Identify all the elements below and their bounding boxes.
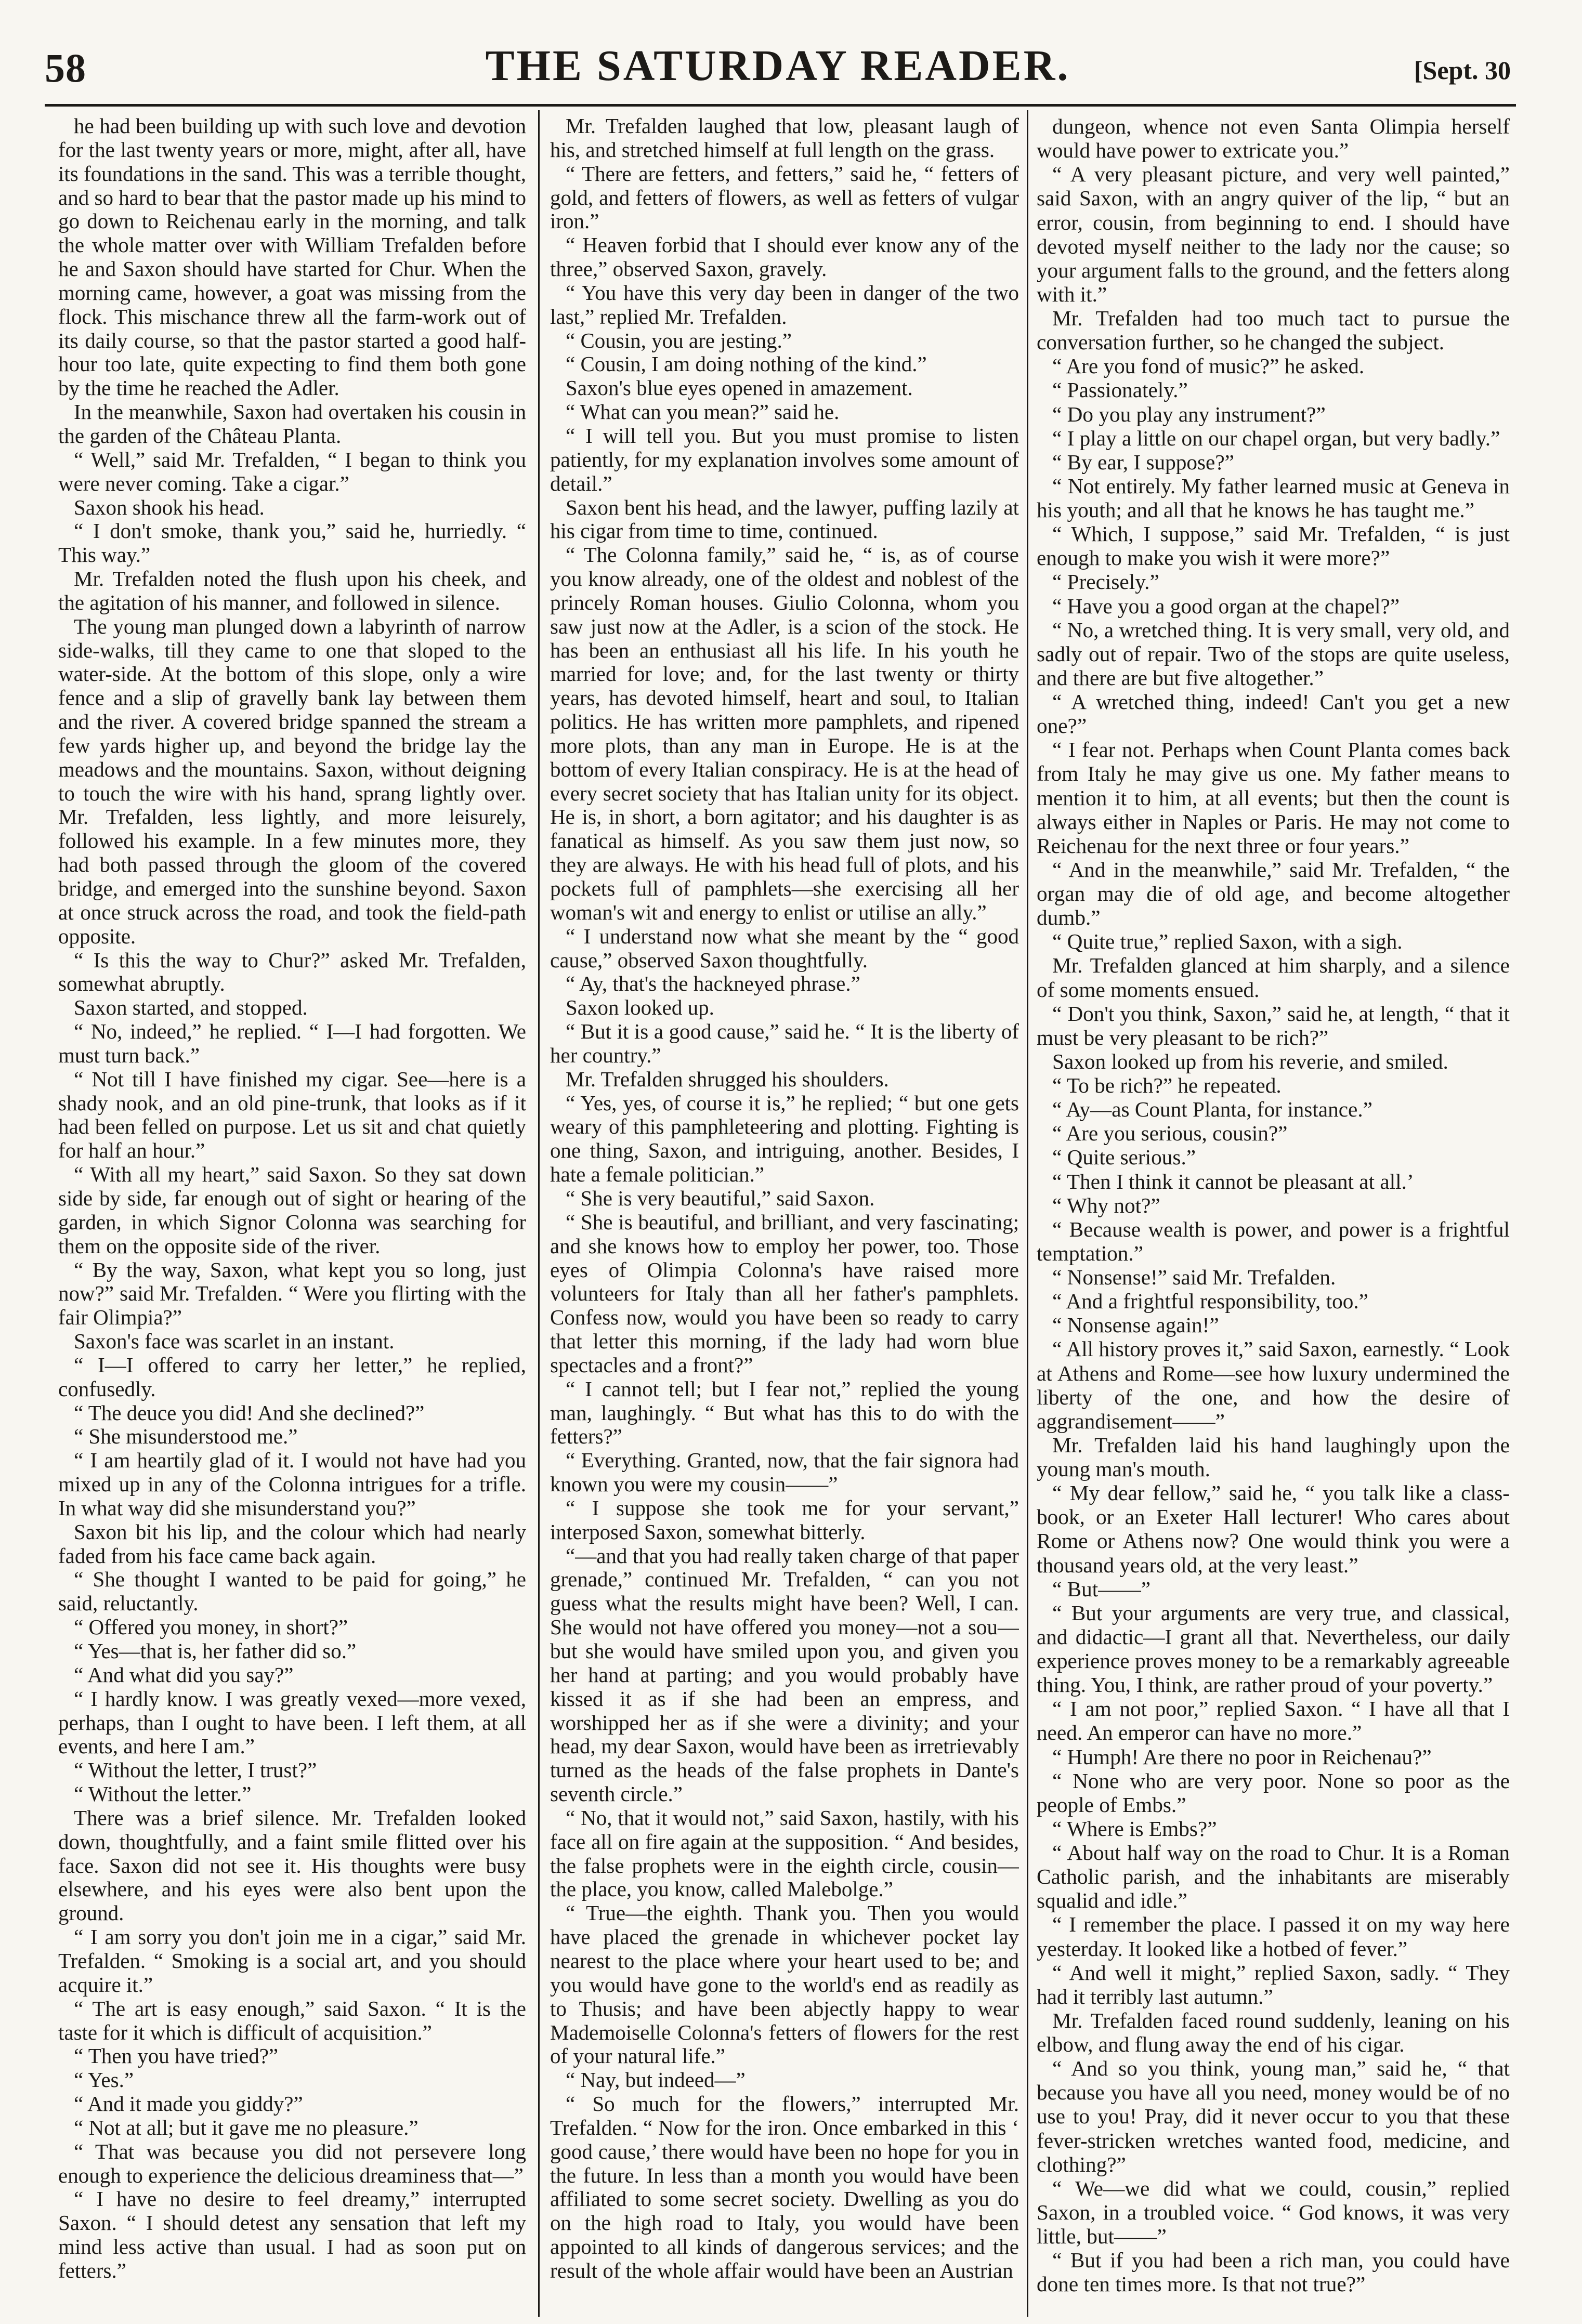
paragraph: “ I play a little on our chapel organ, but very badly.”	[1052, 426, 1500, 450]
paragraph: “ Not entirely. My father learned music at Geneva in his youth; and all that he knows he has taught me.”	[1037, 474, 1510, 522]
paragraph: Mr. Trefalden laid his hand laughingly upon the young man's mouth.	[1037, 1433, 1510, 1481]
page-number: 58	[45, 45, 86, 90]
paragraph: “ And a frightful responsibility, too.”	[1052, 1289, 1368, 1314]
paragraph: “ I fear not. Perhaps when Count Planta comes back from Italy he may give us one. My father means to mention it to him, at all events; but then the count is always either in Naples or Paris. He may not come to Reichenau for the next three or four years.”	[1037, 738, 1510, 858]
column-divider	[1027, 110, 1028, 2317]
paragraph: “ But——”	[1052, 1577, 1151, 1601]
paragraph: “ Precisely.”	[1052, 570, 1159, 594]
paragraph: Saxon's blue eyes opened in amazement.	[566, 376, 913, 400]
paragraph: Saxon started, and stopped.	[74, 995, 308, 1020]
paragraph: “ Is this the way to Chur?” asked Mr. Trefalden, somewhat abruptly.	[58, 948, 526, 996]
masthead-title: THE SATURDAY READER.	[485, 42, 1070, 90]
paragraph: “ Ay, that's the hackneyed phrase.”	[566, 971, 860, 996]
paragraph: “ I understand now what she meant by the “ good cause,” observed Saxon thoughtfully.	[550, 924, 1019, 972]
paragraph: “ Passionately.”	[1052, 378, 1188, 402]
paragraph: “ Heaven forbid that I should ever know any of the three,” observed Saxon, gravely.	[550, 233, 1019, 281]
paragraph: “ No, indeed,” he replied. “ I—I had forgotten. We must turn back.”	[58, 1019, 526, 1067]
page-header	[45, 41, 1511, 103]
text-column-3	[1037, 114, 1510, 2316]
paragraph: dungeon, whence not even Santa Olimpia herself would have power to extricate you.”	[1037, 114, 1510, 163]
paragraph: “ No, that it would not,” said Saxon, hastily, with his face all on fire again at the supposition. “ And besides, the false prophets were in the eighth circle, cousin—the place, you know, called Malebolge.”	[550, 1805, 1019, 1901]
paragraph: “ Nay, but indeed—”	[566, 2068, 746, 2092]
paragraph: “ Well,” said Mr. Trefalden, “ I began to think you were never coming. Take a cigar.”	[58, 447, 526, 495]
paragraph: “ Have you a good organ at the chapel?”	[1052, 594, 1400, 618]
paragraph: “ With all my heart,” said Saxon. So they sat down side by side, far enough out of sight or hearing of the garden, in which Signor Colonna was searching for them on the opposite side of the river.	[58, 1162, 526, 1258]
paragraph: “ I cannot tell; but I fear not,” replied the young man, laughingly. “ But what has this to do with the fetters?”	[550, 1376, 1019, 1449]
paragraph: “ I am sorry you don't join me in a cigar,” said Mr. Trefalden. “ Smoking is a social art, and you should acquire it.”	[58, 1925, 526, 1997]
paragraph: “ Then you have tried?”	[74, 2044, 279, 2068]
paragraph: “ But it is a good cause,” said he. “ It is the liberty of her country.”	[550, 1019, 1019, 1067]
paragraph: “ But if you had been a rich man, you could have done ten times more. Is that not true?”	[1037, 2248, 1510, 2296]
paragraph: “ Cousin, you are jesting.”	[566, 328, 792, 352]
paragraph: “ True—the eighth. Thank you. Then you would have placed the grenade in whichever pocket lay nearest to the place where your heart used to be; and you would have gone to the world's end as readily as to Thusis; and have been abjectly happy to wear Mademoiselle Colonna's fetters of flowers for the rest of your natural life.”	[550, 1901, 1019, 2068]
paragraph: Mr. Trefalden glanced at him sharply, and a silence of some moments ensued.	[1037, 953, 1510, 1002]
paragraph: Saxon bent his head, and the lawyer, puffing lazily at his cigar from time to time, continued.	[550, 495, 1019, 543]
paragraph: “ Are you fond of music?” he asked.	[1052, 354, 1365, 378]
paragraph: “ Do you play any instrument?”	[1052, 402, 1326, 426]
paragraph: “ What can you mean?” said he.	[566, 400, 840, 424]
paragraph: “ No, a wretched thing. It is very small, very old, and sadly out of repair. Two of the stops are quite useless, and there are but five altogether.”	[1037, 618, 1510, 690]
paragraph: “ Everything. Granted, now, that the fair signora had known you were my cousin——”	[550, 1448, 1019, 1496]
paragraph: “ We—we did what we could, cousin,” replied Saxon, in a troubled voice. “ God knows, it was very little, but——”	[1037, 2176, 1510, 2248]
paragraph: Mr. Trefalden laughed that low, pleasant laugh of his, and stretched himself at full length on the grass.	[550, 114, 1019, 162]
paragraph: “ I hardly know. I was greatly vexed—more vexed, perhaps, than I ought to have been. I left them, at all events, and here I am.”	[58, 1686, 526, 1758]
paragraph: “ Yes, yes, of course it is,” he replied; “ but one gets weary of this pamphleteering and plotting. Fighting is one thing, Saxon, and intriguing, another. Besides, I hate a female politician.”	[550, 1091, 1019, 1187]
paragraph: “ Then I think it cannot be pleasant at all.’	[1052, 1169, 1414, 1193]
paragraph: “ I am heartily glad of it. I would not have had you mixed up in any of the Colonna intrigues for a trifle. In what way did she misunderstand you?”	[58, 1448, 526, 1520]
issue-date: [Sept. 30	[1414, 56, 1511, 85]
paragraph: “ She thought I wanted to be paid for going,” he said, reluctantly.	[58, 1567, 526, 1616]
paragraph: “ And what did you say?”	[74, 1662, 294, 1687]
paragraph: “ Offered you money, in short?”	[74, 1615, 348, 1639]
paragraph: “ And so you think, young man,” said he, “ that because you have all you need, money would be of no use to you! Pray, did it never occur to you that these fever-stricken wretches wanted food, medicine, and clothing?”	[1037, 2056, 1510, 2176]
paragraph: “ There are fetters, and fetters,” said he, “ fetters of gold, and fetters of flowers, as well as fetters of vulgar iron.”	[550, 161, 1019, 233]
paragraph: Saxon bit his lip, and the colour which had nearly faded from his face came back again.	[58, 1519, 526, 1568]
paragraph: “ Nonsense!” said Mr. Trefalden.	[1052, 1265, 1336, 1289]
header-rule	[45, 104, 1516, 107]
paragraph: Mr. Trefalden noted the flush upon his cheek, and the agitation of his manner, and followed in silence.	[58, 567, 526, 614]
paragraph: Saxon looked up from his reverie, and smiled.	[1052, 1049, 1448, 1073]
paragraph: “ Ay—as Count Planta, for instance.”	[1052, 1097, 1372, 1122]
paragraph: “ The Colonna family,” said he, “ is, as of course you know already, one of the oldest and noblest of the princely Roman houses. Giulio Colonna, whom you saw just now at the Adler, is a scion of the stock. He has been an enthusiast all his life. In his youth he married for love; and, for the last twenty or thirty years, has devoted himself, heart and soul, to Italian politics. He has written more pamphlets, and ripened more plots, than any man in Europe. He is at the bottom of every Italian conspiracy. He is at the head of every secret society that has Italian unity for its object. He is, in short, a born agitator; and his daughter is as fanatical as himself. As you saw them just now, so they are always. He with his head full of plots, and his pockets full of pamphlets—she exercising all her woman's wit and energy to enlist or utilise an ally.”	[550, 543, 1019, 924]
paragraph: “ Where is Embs?”	[1052, 1816, 1217, 1841]
paragraph: “ None who are very poor. None so poor as the people of Embs.”	[1037, 1768, 1510, 1817]
paragraph: “ Humph! Are there no poor in Reichenau?”	[1052, 1744, 1432, 1769]
paragraph: “ Why not?”	[1052, 1193, 1160, 1217]
paragraph: “ Which, I suppose,” said Mr. Trefalden, “ is just enough to make you wish it were more?”	[1037, 522, 1510, 570]
paragraph: “ Quite true,” replied Saxon, with a sigh.	[1052, 929, 1403, 954]
paragraph: “ A very pleasant picture, and very well painted,” said Saxon, with an angry quiver of the lip, “ but an error, cousin, from beginning to end. I should have devoted myself neither to the lady nor the cause; so your argument falls to the ground, and the fetters along with it.”	[1037, 162, 1510, 306]
paragraph: “ I suppose she took me for your servant,” interposed Saxon, somewhat bitterly.	[550, 1495, 1019, 1544]
paragraph: “ Quite serious.”	[1052, 1145, 1196, 1170]
paragraph: “—and that you had really taken charge of that paper grenade,” continued Mr. Trefalden, “ can you not guess what the results might have been? Well, I can. She would not have offered you money—not a sou—but she would have smiled upon you, and given you her hand at parting; and you would probably have kissed it as if she had been an empress, and worshipped her as if she were a divinity; and your head, my dear Saxon, would have been as irretrievably turned as the heads of the false prophets in Dante's seventh circle.”	[550, 1543, 1019, 1806]
paragraph: “ Are you serious, cousin?”	[1052, 1121, 1288, 1146]
paragraph: The young man plunged down a labyrinth of narrow side-walks, till they came to one that sloped to the water-side. At the bottom of this slope, only a wire fence and a slip of gravelly bank lay between them and the river. A covered bridge spanned the stream a few yards higher up, and beyond the bridge lay the meadows and the mountains. Saxon, without deigning to touch the wire with his hand, sprang lightly over. Mr. Trefalden, less lightly, and more leisurely, followed his example. In a few minutes more, they had both passed through the gloom of the covered bridge, and emerged into the sunshine beyond. Saxon at once struck across the road, and took the field-path opposite.	[58, 614, 526, 948]
paragraph: “ Not till I have finished my cigar. See—here is a shady nook, and an old pine-trunk, that looks as if it had been felled on purpose. Let us sit and chat quietly for half an hour.”	[58, 1067, 526, 1163]
paragraph: There was a brief silence. Mr. Trefalden looked down, thoughtfully, and a faint smile flitted over his face. Saxon did not see it. His thoughts were busy elsewhere, and his eyes were also bent upon the ground.	[58, 1805, 526, 1925]
paragraph: “ To be rich?” he repeated.	[1052, 1073, 1282, 1097]
paragraph: “ And in the meanwhile,” said Mr. Trefalden, “ the organ may die of old age, and become altogether dumb.”	[1037, 857, 1510, 930]
paragraph: “ Without the letter.”	[74, 1782, 252, 1806]
paragraph: Mr. Trefalden shrugged his shoulders.	[566, 1067, 889, 1091]
paragraph: “ You have this very day been in danger of the two last,” replied Mr. Trefalden.	[550, 280, 1019, 329]
paragraph: “ Cousin, I am doing nothing of the kind.”	[566, 352, 927, 376]
paragraph: Saxon looked up.	[566, 995, 714, 1020]
paragraph: “ But your arguments are very true, and classical, and didactic—I grant all that. Nevertheless, our daily experience proves money to be a remarkably agreeable thing. You, I think, are rather proud of your poverty.”	[1037, 1600, 1510, 1697]
paragraph: “ Because wealth is power, and power is a frightful temptation.”	[1037, 1217, 1510, 1265]
paragraph: “ I remember the place. I passed it on my way here yesterday. It looked like a hotbed of fever.”	[1037, 1912, 1510, 1961]
paragraph: “ She is beautiful, and brilliant, and very fascinating; and she knows how to employ her power, too. Those eyes of Olimpia Colonna's have raised more volunteers for Italy than all her father's pamphlets. Confess now, would you have been so ready to carry that letter this morning, if the lady had worn blue spectacles and a front?”	[550, 1210, 1019, 1377]
paragraph: “ My dear fellow,” said he, “ you talk like a class-book, or an Exeter Hall lecturer! Who cares about Rome or Athens now? One would think you were a thousand years old, at the very least.”	[1037, 1481, 1510, 1577]
paragraph: “ She misunderstood me.”	[74, 1424, 298, 1449]
paragraph: “ I am not poor,” replied Saxon. “ I have all that I need. An emperor can have no more.”	[1037, 1697, 1510, 1745]
paragraph: “ Yes—that is, her father did so.”	[74, 1639, 357, 1663]
text-column-2	[550, 114, 1019, 2316]
paragraph: “ I—I offered to carry her letter,” he replied, confusedly.	[58, 1353, 526, 1401]
paragraph: Mr. Trefalden faced round suddenly, leaning on his elbow, and flung away the end of his cigar.	[1037, 2008, 1510, 2056]
text-column-1	[58, 114, 526, 2316]
paragraph: “ She is very beautiful,” said Saxon.	[566, 1186, 875, 1210]
paragraph: “ I don't smoke, thank you,” said he, hurriedly. “ This way.”	[58, 519, 526, 567]
paragraph: “ All history proves it,” said Saxon, earnestly. “ Look at Athens and Rome—see how luxury undermined the liberty of the one, and how the desire of aggrandisement——”	[1037, 1337, 1510, 1433]
paragraph: “ Without the letter, I trust?”	[74, 1758, 317, 1782]
paragraph: “ And well it might,” replied Saxon, sadly. “ They had it terribly last autumn.”	[1037, 1960, 1510, 2008]
paragraph: In the meanwhile, Saxon had overtaken his cousin in the garden of the Château Planta.	[58, 400, 526, 448]
paragraph: “ About half way on the road to Chur. It is a Roman Catholic parish, and the inhabitants are miserably squalid and idle.”	[1037, 1841, 1510, 1913]
paragraph: “ That was because you did not persevere long enough to experience the delicious dreaminess that—”	[58, 2139, 526, 2187]
paragraph: “ So much for the flowers,” interrupted Mr. Trefalden. “ Now for the iron. Once embarked in this ‘ good cause,’ there would have been no hope for you in the future. In less than a month you would have been affiliated to some secret society. Dwelling as you do on the high road to Italy, you would have been appointed to all kinds of dangerous services; and the result of the whole affair would have been an Austrian	[550, 2092, 1019, 2282]
paragraph: “ A wretched thing, indeed! Can't you get a new one?”	[1037, 690, 1510, 738]
paragraph: Saxon shook his head.	[74, 495, 265, 519]
paragraph: “ By the way, Saxon, what kept you so long, just now?” said Mr. Trefalden. “ Were you flirting with the fair Olimpia?”	[58, 1257, 526, 1330]
paragraph: “ I have no desire to feel dreamy,” interrupted Saxon. “ I should detest any sensation that left my mind less active than usual. I had as soon put on fetters.”	[58, 2187, 526, 2282]
paragraph: he had been building up with such love and devotion for the last twenty years or more, might, after all, have its foundations in the sand. This was a terrible thought, and so hard to bear that the pastor made up his mind to go down to Reichenau early in the morning, and talk the whole matter over with William Trefalden before he and Saxon should have started for Chur. When the morning came, however, a goat was missing from the flock. This mischance threw all the farm-work out of its daily course, so that the pastor started a good half-hour too late, quite expecting to find them both gone by the time he reached the Adler.	[58, 114, 526, 400]
paragraph: “ Yes.”	[74, 2068, 134, 2092]
paragraph: Mr. Trefalden had too much tact to pursue the conversation further, so he changed the subject.	[1037, 306, 1510, 354]
column-divider	[538, 110, 540, 2317]
paragraph: “ I will tell you. But you must promise to listen patiently, for my explanation involves some amount of detail.”	[550, 423, 1019, 495]
paragraph: “ Not at all; but it gave me no pleasure.”	[74, 2115, 419, 2139]
paragraph: “ The deuce you did! And she declined?”	[74, 1400, 425, 1425]
paragraph: “ Nonsense again!”	[1052, 1313, 1219, 1337]
paragraph: “ By ear, I suppose?”	[1052, 450, 1234, 474]
paragraph: “ The art is easy enough,” said Saxon. “ It is the taste for it which is difficult of acquisition.”	[58, 1996, 526, 2044]
paragraph: “ And it made you giddy?”	[74, 2092, 303, 2116]
paragraph: “ Don't you think, Saxon,” said he, at length, “ that it must be very pleasant to be rich?”	[1037, 1001, 1510, 1049]
paragraph: Saxon's face was scarlet in an instant.	[74, 1329, 395, 1354]
